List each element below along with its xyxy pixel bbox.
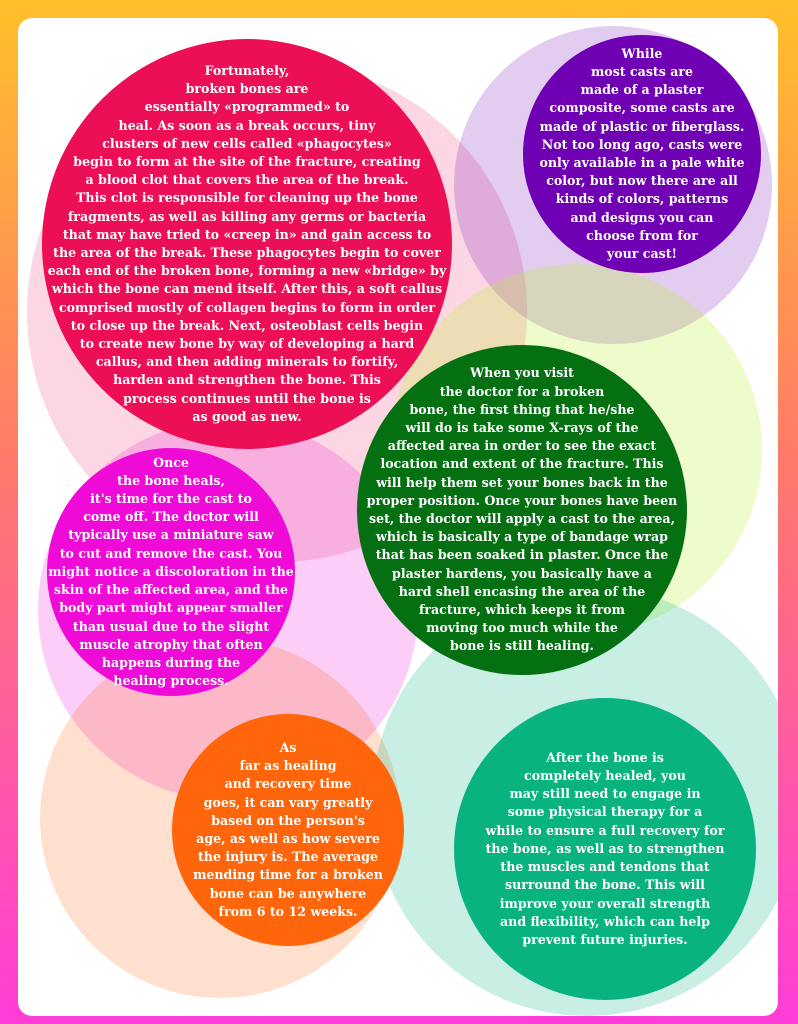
cast-removal-text: Once the bone heals, it's time for the cast to come off. The doctor will typically use a miniature saw to cut and remove the cast. You might notice a discoloration in the skin of the affected area, and the body part might appear smaller than usual due to the slight muscle atrophy that often happens during the healing process. [48, 454, 294, 689]
doctor-visit-text: When you visit the doctor for a broken bone, the first thing that he/she will do is take some X-rays of the affected area in order to see the exact location and extent of the fracture. This will help them set your bones back in the proper position. Once your bones have been set, the doctor will apply a cast to the area, which is basically a type of bandage wrap that has been soaked in plaster. Once the plaster hardens, you basically have a hard shell encasing the area of the fracture, which keeps it from moving too much while the bone is still healing. [366, 365, 678, 654]
cast-removal-bubble [47, 448, 295, 696]
recovery-time-text: As far as healing and recovery time goes, it can vary greatly based on the person's age, as well as how severe the injury is. The average mending time for a broken bone can be anywhere from 6 to 12 weeks. [193, 739, 383, 919]
physical-therapy-bubble [454, 698, 756, 1000]
doctor-visit-bubble [357, 345, 687, 675]
bone-healing-text: Fortunately, broken bones are essentially «programmed» to heal. As soon as a break occurs, tiny clusters of new cells called «phagocytes» begin to form at the site of the fracture, creating a blood clot that covers the area of the break. This clot is responsible for cleaning up the bone fragments, as well as killing any germs or bacteria that may have tried to «creep in» and gain access to the area of the break. These phagocytes begin to cover each end of the broken bone, forming a new «bridge» by which the bone can mend itself. After this, a soft callus comprised mostly of collagen begins to form in order to close up the break. Next, osteoblast cells begin to create new bone by way of developing a hard callus, and then adding minerals to fortify, harden and strengthen the bone. This process continues until the bone is as good as new. [47, 62, 447, 424]
casts-text: While most casts are made of a plaster composite, some casts are made of plastic or fiberglass. Not too long ago, casts were only available in a pale white color, but now there are all kinds of colors, patterns and designs you can choose from for your cast! [539, 45, 745, 262]
casts-bubble [523, 35, 761, 273]
recovery-time-bubble [172, 714, 404, 946]
physical-therapy-text: After the bone is completely healed, you may still need to engage in some physical therapy for a while to ensure a full recovery for the bone, as well as to strengthen the muscles and tendons that surround the bone. This will improve your overall strength and flexibility, which can help prevent future injuries. [485, 749, 725, 947]
content-panel [18, 18, 778, 1016]
